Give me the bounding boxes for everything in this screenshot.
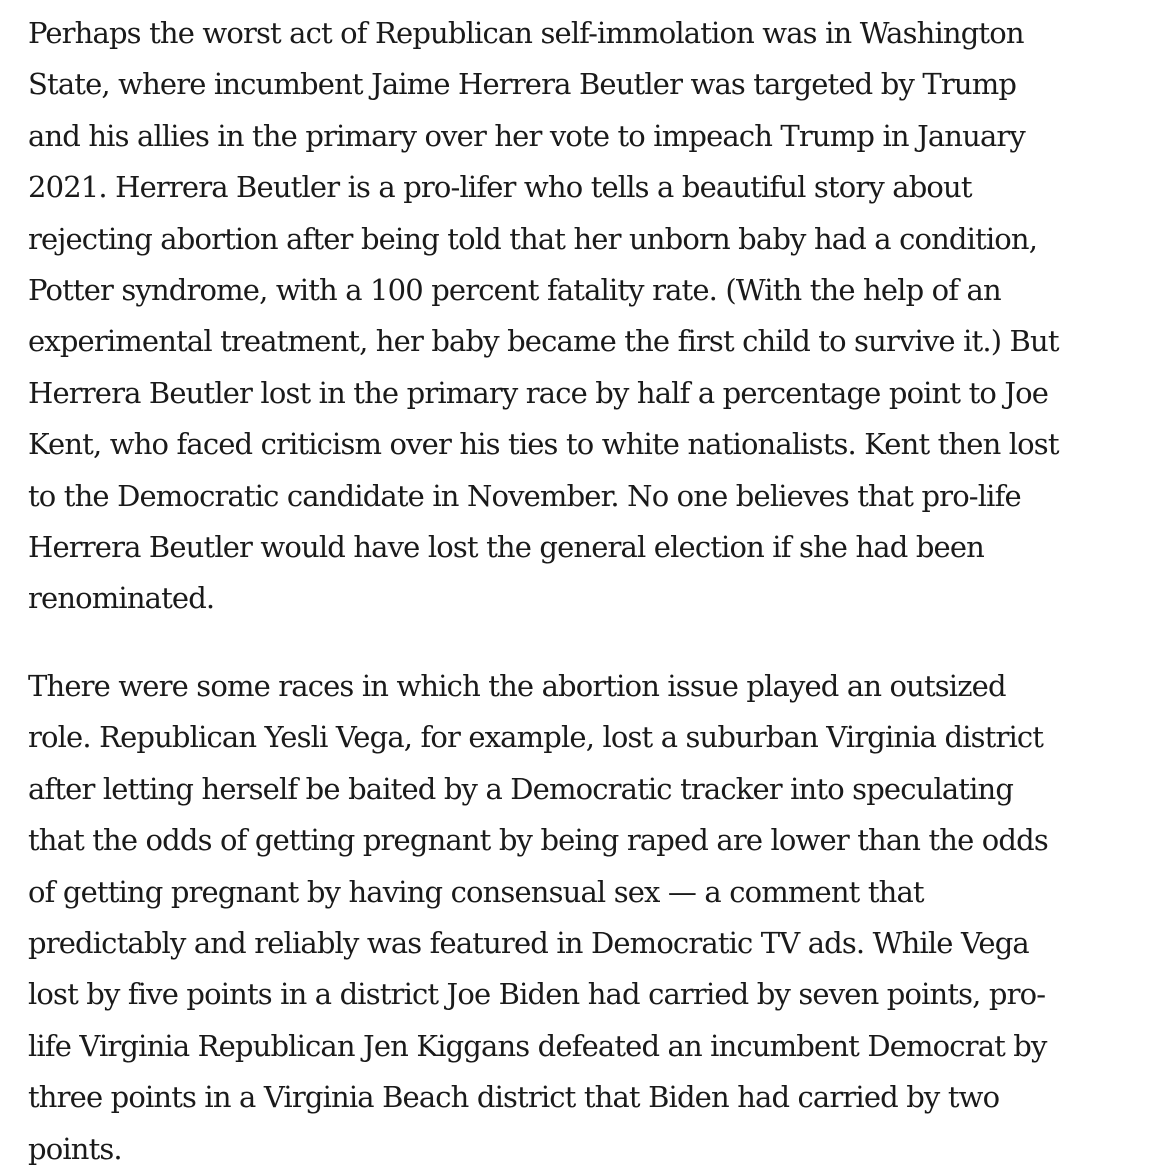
text-line: Kent, who faced criticism over his ties to white nationalists. Kent then lost	[28, 427, 1059, 462]
text-line: life Virginia Republican Jen Kiggans defeated an incumbent Democrat by	[28, 1028, 1047, 1063]
text-line: after letting herself be baited by a Democratic tracker into speculating	[28, 771, 1014, 806]
text-line: points.	[28, 1131, 122, 1166]
text-line: predictably and reliably was featured in Democratic TV ads. While Vega	[28, 925, 1029, 960]
text-line: There were some races in which the abortion issue played an outsized	[28, 668, 1006, 703]
text-line: renominated.	[28, 581, 215, 616]
text-line: Potter syndrome, with a 100 percent fatality rate. (With the help of an	[28, 273, 1001, 308]
text-line: experimental treatment, her baby became the first child to survive it.) But	[28, 324, 1059, 359]
text-line: role. Republican Yesli Vega, for example, lost a suburban Virginia district	[28, 720, 1044, 755]
text-line: Herrera Beutler would have lost the general election if she had been	[28, 530, 984, 565]
text-line: of getting pregnant by having consensual sex — a comment that	[28, 874, 924, 909]
text-line: that the odds of getting pregnant by being raped are lower than the odds	[28, 823, 1048, 858]
text-line: Perhaps the worst act of Republican self-immolation was in Washington	[28, 16, 1024, 50]
text-line: rejecting abortion after being told that her unborn baby had a condition,	[28, 221, 1038, 256]
text-line: 2021. Herrera Beutler is a pro-lifer who tells a beautiful story about	[28, 170, 972, 205]
text-line: to the Democratic candidate in November. No one believes that pro-life	[28, 478, 1021, 513]
paragraph-herrera-beutler	[28, 8, 1158, 625]
text-line: State, where incumbent Jaime Herrera Beutler was targeted by Trump	[28, 67, 1017, 102]
text-line: lost by five points in a district Joe Biden had carried by seven points, pro-	[28, 977, 1046, 1012]
text-line: three points in a Virginia Beach district that Biden had carried by two	[28, 1080, 1000, 1115]
text-line: and his allies in the primary over her vote to impeach Trump in January	[28, 118, 1025, 153]
text-line: Herrera Beutler lost in the primary race by half a percentage point to Joe	[28, 375, 1049, 410]
paragraph-yesli-vega	[28, 661, 1158, 1175]
